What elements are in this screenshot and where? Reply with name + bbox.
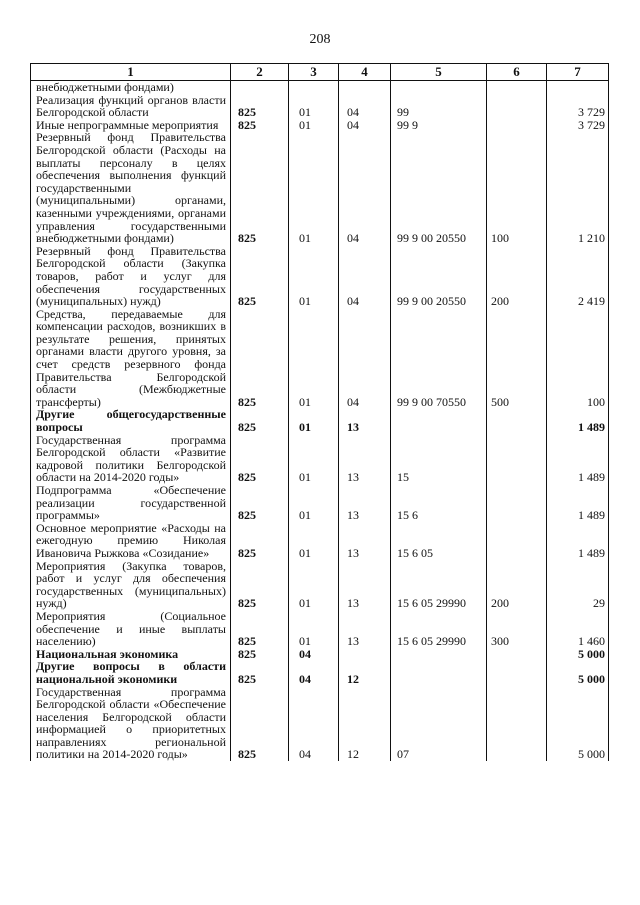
target-article-code: 99 9 [391,119,487,132]
expense-type-code [487,484,547,522]
main-admin-code: 825 [231,408,289,433]
main-admin-code: 825 [231,94,289,119]
column-header: 4 [339,64,391,81]
table-row [31,686,609,762]
page-number: 208 [309,32,331,47]
section-code: 01 [289,484,339,522]
row-description: Иные непрограммные мероприятия [31,119,231,132]
amount: 5 000 [547,660,609,685]
section-code [289,81,339,94]
row-description: Государственная программа Белгородской области «Обеспечение населения Белгородской области информацией о приоритетных направлениях региональной политики на 2014-2020 годы» [31,686,231,762]
amount: 1 489 [547,434,609,484]
table-row [31,408,609,433]
column-header: 2 [231,64,289,81]
column-header: 5 [391,64,487,81]
section-code: 01 [289,94,339,119]
main-admin-code: 825 [231,560,289,610]
row-description: Подпрограмма «Обеспечение реализации государственной программы» [31,484,231,522]
budget-table [30,63,609,761]
table-row [31,308,609,409]
table-row [31,245,609,308]
section-code: 01 [289,522,339,560]
amount: 3 729 [547,119,609,132]
main-admin-code: 825 [231,119,289,132]
target-article-code: 15 6 05 [391,522,487,560]
row-description: Средства, передаваемые для компенсации расходов, возникших в результате решения, принятых органами власти другого уровня, за счет средств резервного фонда Правительства Белгородской области (Межбюджетные трансферты) [31,308,231,409]
main-admin-code: 825 [231,131,289,244]
section-code: 01 [289,560,339,610]
target-article-code: 15 [391,434,487,484]
amount: 29 [547,560,609,610]
target-article-code: 07 [391,686,487,762]
subsection-code: 04 [339,119,391,132]
section-code: 01 [289,308,339,409]
table-row [31,94,609,119]
row-description: Резервный фонд Правительства Белгородской области (Закупка товаров, работ и услуг для обеспечения государственных (муниципальных) нужд) [31,245,231,308]
row-description: Другие общегосударственные вопросы [31,408,231,433]
target-article-code [391,81,487,94]
section-code: 01 [289,119,339,132]
row-description: Национальная экономика [31,648,231,661]
table-header-row [31,64,609,81]
subsection-code: 13 [339,434,391,484]
table-row [31,81,609,94]
amount: 3 729 [547,94,609,119]
target-article-code: 99 9 00 20550 [391,131,487,244]
column-header: 6 [487,64,547,81]
amount: 5 000 [547,648,609,661]
table-row [31,484,609,522]
subsection-code: 12 [339,686,391,762]
section-code: 01 [289,610,339,648]
row-description: Реализация функций органов власти Белгородской области [31,94,231,119]
expense-type-code [487,686,547,762]
target-article-code: 15 6 05 29990 [391,560,487,610]
subsection-code: 13 [339,522,391,560]
table-row [31,660,609,685]
subsection-code: 04 [339,245,391,308]
target-article-code: 99 9 00 70550 [391,308,487,409]
expense-type-code [487,408,547,433]
target-article-code [391,648,487,661]
table-row [31,560,609,610]
table-row [31,131,609,244]
expense-type-code [487,434,547,484]
main-admin-code: 825 [231,522,289,560]
main-admin-code: 825 [231,686,289,762]
column-header: 3 [289,64,339,81]
subsection-code [339,648,391,661]
main-admin-code: 825 [231,434,289,484]
subsection-code: 13 [339,610,391,648]
table-body [31,81,609,762]
expense-type-code [487,94,547,119]
section-code: 01 [289,245,339,308]
target-article-code [391,660,487,685]
subsection-code: 04 [339,94,391,119]
row-description: Основное мероприятие «Расходы на ежегодную премию Николая Ивановича Рыжкова «Созидание» [31,522,231,560]
main-admin-code [231,81,289,94]
row-description: Государственная программа Белгородской области «Развитие кадровой политики Белгородской области на 2014-2020 годы» [31,434,231,484]
expense-type-code: 300 [487,610,547,648]
column-header: 1 [31,64,231,81]
main-admin-code: 825 [231,308,289,409]
expense-type-code: 500 [487,308,547,409]
table-row [31,434,609,484]
subsection-code: 04 [339,308,391,409]
table-row [31,522,609,560]
section-code: 01 [289,408,339,433]
target-article-code [391,408,487,433]
target-article-code: 99 9 00 20550 [391,245,487,308]
row-description: Резервный фонд Правительства Белгородской области (Расходы на выплаты персоналу в целях обеспечения выполнения функций государственными (муниципальными) органами, казенными учреждениями, органами управления государственными внебюджетными фондами) [31,131,231,244]
row-description: Мероприятия (Закупка товаров, работ и услуг для обеспечения государственных (муниципальных) нужд) [31,560,231,610]
section-code: 04 [289,660,339,685]
amount: 1 489 [547,408,609,433]
target-article-code: 99 [391,94,487,119]
main-admin-code: 825 [231,648,289,661]
expense-type-code: 200 [487,560,547,610]
amount: 1 489 [547,522,609,560]
main-admin-code: 825 [231,484,289,522]
section-code: 04 [289,686,339,762]
section-code: 01 [289,434,339,484]
expense-type-code [487,119,547,132]
expense-type-code [487,660,547,685]
main-admin-code: 825 [231,610,289,648]
row-description: Мероприятия (Социальное обеспечение и иные выплаты населению) [31,610,231,648]
column-header: 7 [547,64,609,81]
expense-type-code [487,522,547,560]
expense-type-code: 100 [487,131,547,244]
amount: 100 [547,308,609,409]
row-description: Другие вопросы в области национальной экономики [31,660,231,685]
subsection-code: 13 [339,560,391,610]
table-row [31,610,609,648]
amount [547,81,609,94]
subsection-code: 04 [339,131,391,244]
subsection-code: 13 [339,408,391,433]
expense-type-code [487,648,547,661]
section-code: 01 [289,131,339,244]
amount: 1 460 [547,610,609,648]
section-code: 04 [289,648,339,661]
main-admin-code: 825 [231,245,289,308]
subsection-code [339,81,391,94]
amount: 1 210 [547,131,609,244]
subsection-code: 12 [339,660,391,685]
expense-type-code [487,81,547,94]
target-article-code: 15 6 [391,484,487,522]
main-admin-code: 825 [231,660,289,685]
target-article-code: 15 6 05 29990 [391,610,487,648]
row-description: внебюджетными фондами) [31,81,231,94]
subsection-code: 13 [339,484,391,522]
expense-type-code: 200 [487,245,547,308]
amount: 2 419 [547,245,609,308]
amount: 1 489 [547,484,609,522]
amount: 5 000 [547,686,609,762]
